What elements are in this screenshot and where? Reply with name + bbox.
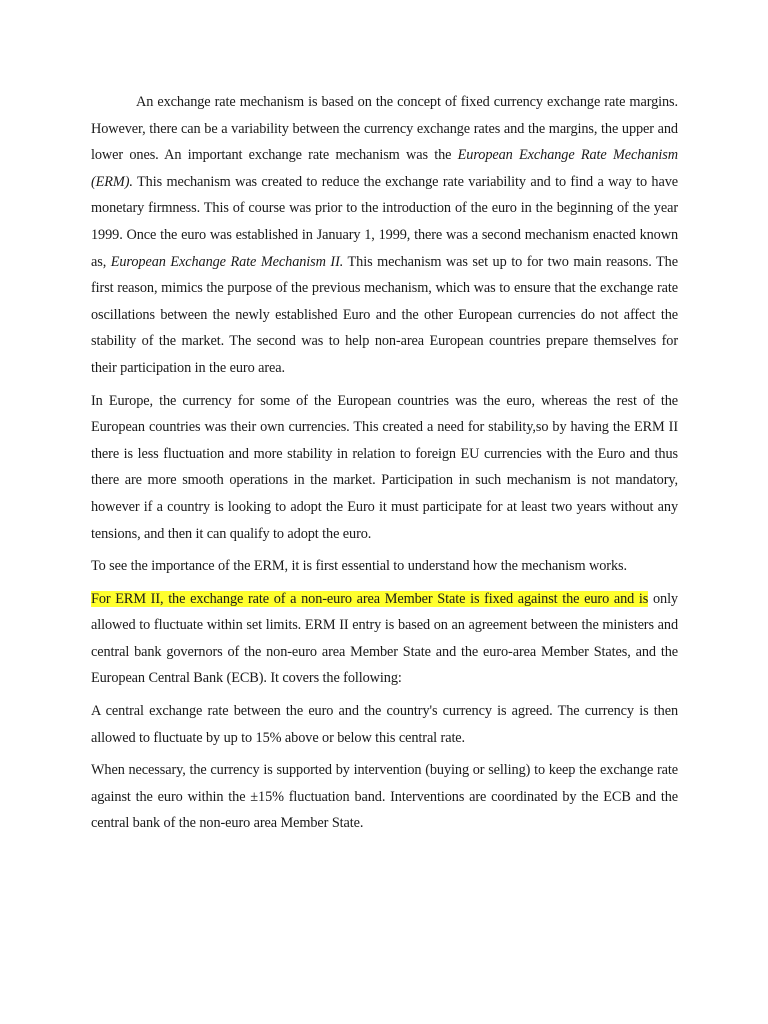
paragraph-text: only allowed to fluctuate within set limits. ERM II entry is based on an agreement between the ministers and central bank governors of the non-euro area Member State and the euro-area Member States, and the European Central Bank (ECB). It covers the following:: [91, 590, 678, 687]
paragraph-central-rate: A central exchange rate between the euro and the country's currency is agreed. The currency is then allowed to fluctuate by up to 15% above or below this central rate.: [91, 703, 678, 746]
highlighted-text: For ERM II, the exchange rate of a non-euro area Member State is fixed against the euro and is: [91, 590, 649, 607]
paragraph-europe-currency: In Europe, the currency for some of the European countries was the euro, whereas the rest of the European countries was their own currencies. This created a need for stability,so by having the ERM II there is less fluctuation and more stability in relation to foreign EU currencies with the Euro and thus there are more smooth operations in the market. Participation in such mechanism is not mandatory, however if a country is looking to adopt the Euro it must participate for at least two years without any tensions, and then it can qualify to adopt the euro.: [91, 392, 678, 542]
paragraph-importance: To see the importance of the ERM, it is first essential to understand how the mechanism works.: [91, 558, 627, 575]
paragraph-text: This mechanism was created to reduce the exchange rate variability and to find a way to have monetary firmness. This of course was prior to the introduction of the euro in the beginning of the year 1999. Once the euro was established in January 1, 1999, there was a second mechanism enacted known as,: [91, 173, 678, 270]
paragraph-erm-intro: [91, 89, 678, 382]
paragraph-text: This mechanism was set up to for two main reasons. The first reason, mimics the purpose of the previous mechanism, which was to ensure that the exchange rate oscillations between the newly established Euro and the other European currencies do not affect the stability of the market. The second was to help non-area European countries prepare themselves for their participation in the euro area.: [91, 253, 678, 376]
paragraph-erm-ii-fixed: [91, 586, 678, 692]
erm-ii-term: European Exchange Rate Mechanism II.: [110, 253, 344, 270]
paragraph-text: An exchange rate mechanism is based on the concept of fixed currency exchange rate margins. However, there can be a variability between the currency exchange rates and the margins, the upper and lower ones. An important exchange rate mechanism was the: [91, 94, 678, 164]
paragraph-intervention: When necessary, the currency is supported by intervention (buying or selling) to keep the exchange rate against the euro within the ±15% fluctuation band. Interventions are coordinated by the ECB and the central bank of the non-euro area Member State.: [91, 762, 678, 832]
erm-term: European Exchange Rate Mechanism (ERM).: [91, 147, 678, 190]
